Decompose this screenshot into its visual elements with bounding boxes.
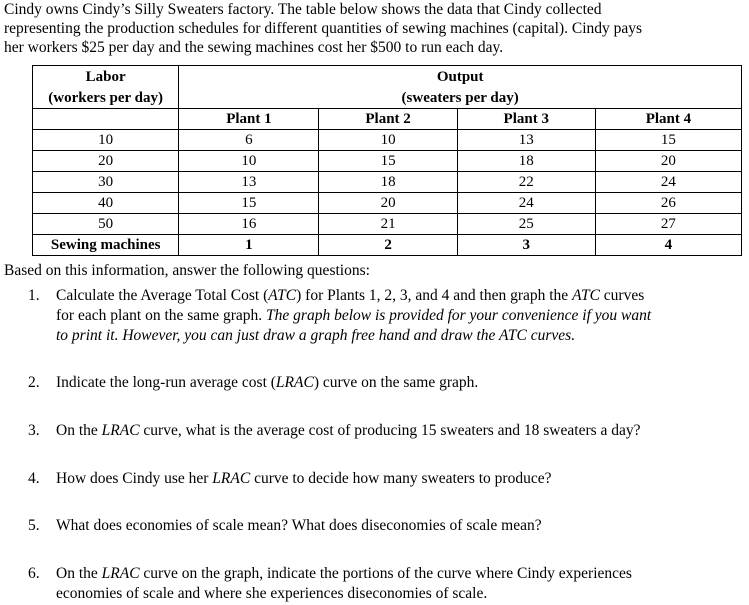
labor-cell: 20 [33,151,179,172]
output-cell: 6 [179,130,319,151]
labor-cell: 30 [33,172,179,193]
output-header-unit: (sweaters per day) [179,88,742,109]
output-cell: 27 [595,214,741,235]
output-cell: 15 [595,130,741,151]
question-number: 5. [28,517,40,534]
table-row [33,193,742,214]
table-header-row-1 [33,66,742,89]
empty-cell [33,109,179,130]
labor-cell: 40 [33,193,179,214]
output-cell: 13 [179,172,319,193]
machines-cell: 2 [319,235,457,256]
question-text [56,564,746,604]
plant-3-header: Plant 3 [457,109,595,130]
intro-paragraph [4,0,744,57]
questions-lead: Based on this information, answer the following questions: [4,262,370,279]
output-cell: 21 [319,214,457,235]
question-text [56,421,746,441]
question-line: How does Cindy use her LRAC curve to decide how many sweaters to produce? [56,470,552,487]
output-cell: 15 [179,193,319,214]
sewing-machines-label: Sewing machines [33,235,179,256]
labor-header-unit: (workers per day) [33,88,179,109]
question-number: 1. [28,287,40,304]
plant-4-header: Plant 4 [595,109,741,130]
question-text [56,516,746,536]
question-line: What does economies of scale mean? What does diseconomies of scale mean? [56,517,542,534]
table-row [33,130,742,151]
production-table [32,65,742,256]
table-header-row-2 [33,88,742,109]
output-cell: 10 [179,151,319,172]
labor-cell: 50 [33,214,179,235]
output-cell: 24 [457,193,595,214]
question-line: for each plant on the same graph. The graph below is provided for your convenience if you want [56,307,652,324]
table-row [33,151,742,172]
output-header: Output [179,66,742,89]
output-cell: 16 [179,214,319,235]
intro-line-1: Cindy owns Cindy’s Silly Sweaters factory. The table below shows the data that Cindy collected [4,1,602,18]
question-number: 3. [28,422,40,439]
labor-header: Labor [33,66,179,89]
plant-1-header: Plant 1 [179,109,319,130]
question-line: On the LRAC curve, what is the average cost of producing 15 sweaters and 18 sweaters a day? [56,422,641,439]
output-cell: 26 [595,193,741,214]
intro-line-2: representing the production schedules for different quantities of sewing machines (capital). Cindy pays [4,20,643,37]
machines-cell: 4 [595,235,741,256]
question-text [56,373,746,393]
question-line: Calculate the Average Total Cost (ATC) for Plants 1, 2, 3, and 4 and then graph the ATC curves [56,287,645,304]
table-row [33,214,742,235]
labor-cell: 10 [33,130,179,151]
question-text [56,469,746,489]
output-cell: 20 [319,193,457,214]
output-cell: 15 [319,151,457,172]
question-number: 4. [28,470,40,487]
output-cell: 20 [595,151,741,172]
question-line: On the LRAC curve on the graph, indicate the portions of the curve where Cindy experiences [56,565,632,582]
intro-line-3: her workers $25 per day and the sewing machines cost her $500 to run each day. [4,39,504,56]
question-text [56,286,746,346]
question-line: Indicate the long-run average cost (LRAC) curve on the same graph. [56,374,479,391]
output-cell: 18 [319,172,457,193]
question-number: 2. [28,374,40,391]
machines-cell: 1 [179,235,319,256]
plant-2-header: Plant 2 [319,109,457,130]
output-cell: 13 [457,130,595,151]
question-number: 6. [28,565,40,582]
sewing-machines-row [33,235,742,256]
machines-cell: 3 [457,235,595,256]
output-cell: 24 [595,172,741,193]
plant-header-row [33,109,742,130]
question-line: to print it. However, you can just draw a graph free hand and draw the ATC curves. [56,327,576,344]
output-cell: 22 [457,172,595,193]
question-line: economies of scale and where she experiences diseconomies of scale. [56,585,488,602]
output-cell: 10 [319,130,457,151]
table-row [33,172,742,193]
output-cell: 18 [457,151,595,172]
output-cell: 25 [457,214,595,235]
